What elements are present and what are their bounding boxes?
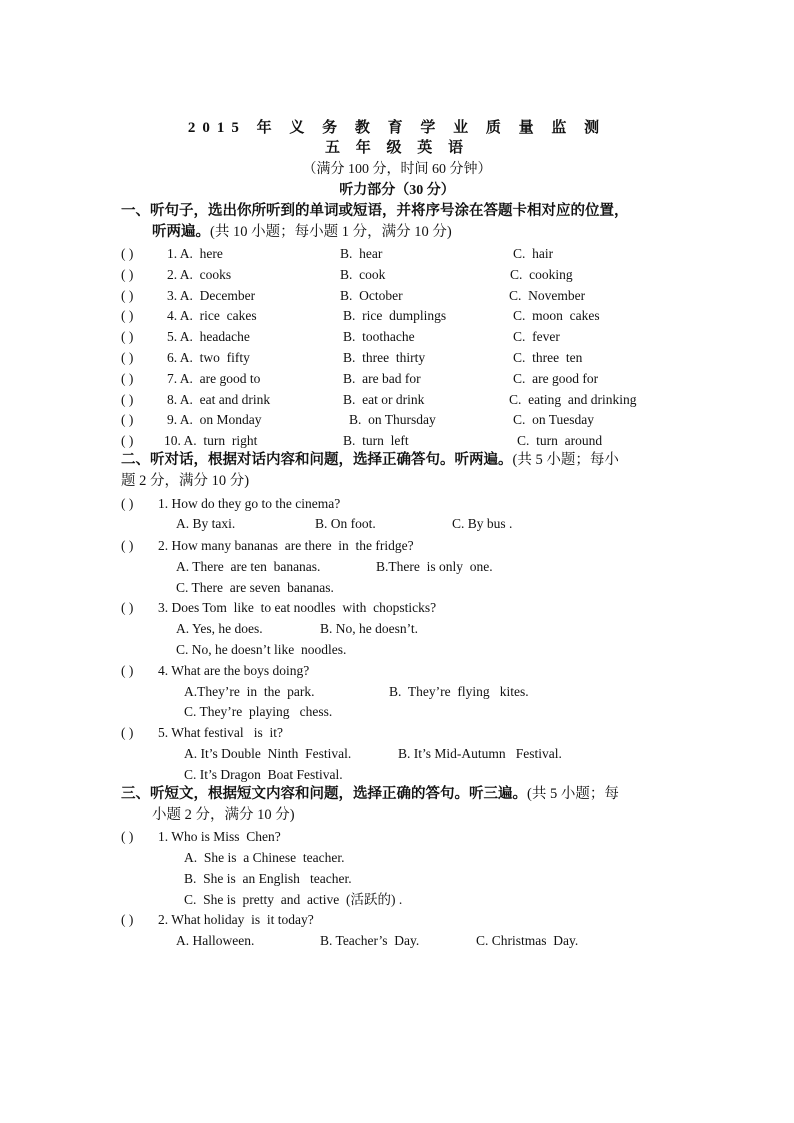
section3-heading-cont: 小题 2 分，满分 10 分) [152, 807, 295, 823]
section3-heading-text: 三、听短文，根据短文内容和问题，选择正确的答句。听三遍。 [121, 786, 527, 802]
option-a: A. It’s Double Ninth Festival. [184, 746, 352, 761]
question-option-a: 8. A. eat and drink [167, 391, 271, 407]
answer-paren: ( ) [121, 496, 134, 511]
question-text: 4. What are the boys doing? [158, 663, 310, 678]
option-a: A.They’re in the park. [184, 684, 315, 699]
part-title: 听力部分（30 分） [339, 183, 455, 198]
option-c: C. There are seven bananas. [176, 580, 334, 595]
answer-paren: ( ) [121, 600, 134, 615]
section2-heading-text: 二、听对话，根据对话内容和问题，选择正确答句。听两遍。 [121, 452, 513, 468]
option-b: B. It’s Mid-Autumn Festival. [398, 746, 562, 761]
option-b: B. rice dumplings [343, 308, 447, 324]
option-b: B. On foot. [315, 516, 376, 531]
option-c: C. cooking [510, 266, 573, 282]
option-b: B. toothache [343, 329, 415, 345]
answer-paren: ( ) [121, 350, 134, 365]
option-b: B. are bad for [343, 370, 421, 386]
option-b: B. three thirty [343, 350, 426, 365]
section1-note: (共 10 小题；每小题 1 分，满分 10 分) [210, 224, 452, 240]
question-text: 2. How many bananas are there in the fridge? [158, 538, 414, 553]
question-option-a: 2. A. cooks [167, 266, 232, 282]
section2-heading [121, 450, 681, 492]
option-b: B. No, he doesn’t. [320, 621, 418, 636]
option-a: A. Yes, he does. [176, 621, 263, 636]
option-c: C. Christmas Day. [476, 933, 579, 948]
section2-note: (共 5 小题；每小 [512, 452, 619, 468]
option-b: B. cook [340, 266, 386, 282]
option-c: C. No, he doesn’t like noodles. [176, 642, 347, 657]
question-option-a: 7. A. are good to [167, 370, 261, 386]
question-option-a: 4. A. rice cakes [167, 308, 257, 324]
section1-heading-text: 一、听句子，选出你所听到的单词或短语，并将序号涂在答题卡相对应的位置， [121, 203, 629, 219]
question-option-a: 9. A. on Monday [167, 412, 262, 428]
answer-paren: ( ) [121, 829, 134, 844]
option-c: C. They’re playing chess. [184, 704, 333, 719]
answer-paren: ( ) [121, 287, 134, 303]
option-c: C. By bus . [452, 516, 513, 531]
answer-paren: ( ) [121, 370, 134, 386]
option-b: B. October [340, 287, 403, 303]
question-option-a: 3. A. December [167, 287, 256, 303]
exam-subtitle: 五 年 级 英 语 [324, 140, 469, 156]
section1-heading-cont: 听两遍。 [152, 224, 210, 240]
option-a: A. There are ten bananas. [176, 559, 321, 574]
option-b: B. She is an English teacher. [184, 871, 352, 886]
answer-paren: ( ) [121, 266, 134, 282]
option-a: A. She is a Chinese teacher. [184, 850, 345, 865]
option-c: C. She is pretty and active (活跃的) . [184, 892, 403, 907]
option-b: B. They’re flying kites. [389, 684, 529, 699]
answer-paren: ( ) [121, 538, 134, 553]
answer-paren: ( ) [121, 329, 134, 345]
answer-paren: ( ) [121, 725, 134, 740]
question-option-a: 10. A. turn right [164, 433, 258, 449]
section3-note: (共 5 小题；每 [527, 786, 619, 802]
answer-paren: ( ) [121, 912, 134, 927]
option-b: B. hear [340, 246, 383, 261]
option-c: C. It’s Dragon Boat Festival. [184, 767, 343, 782]
option-a: A. By taxi. [176, 516, 236, 531]
option-c: C. fever [513, 329, 560, 345]
option-c: C. are good for [513, 370, 599, 386]
option-b: B. eat or drink [343, 391, 425, 407]
exam-title: 2015 年 义 务 教 育 学 业 质 量 监 测 [187, 120, 607, 136]
option-c: C. turn around [517, 433, 603, 449]
option-a: A. Halloween. [176, 933, 255, 948]
question-text: 1. How do they go to the cinema? [158, 496, 341, 511]
option-b: B. on Thursday [349, 412, 436, 428]
option-b: B. turn left [343, 433, 409, 449]
option-c: C. November [509, 287, 586, 303]
option-c: C. eating and drinking [509, 391, 637, 407]
question-option-a: 1. A. here [167, 246, 223, 261]
question-text: 1. Who is Miss Chen? [158, 829, 281, 844]
answer-paren: ( ) [121, 246, 134, 261]
question-text: 3. Does Tom like to eat noodles with chopsticks? [158, 600, 437, 615]
title-block [0, 118, 794, 201]
question-option-a: 5. A. headache [167, 329, 250, 345]
option-b: B. Teacher’s Day. [320, 933, 420, 948]
option-c: C. on Tuesday [513, 412, 595, 428]
answer-paren: ( ) [121, 308, 134, 324]
section2-heading-cont: 题 2 分，满分 10 分) [121, 473, 250, 489]
answer-paren: ( ) [121, 433, 134, 449]
score-time: （满分 100 分，时间 60 分钟） [302, 162, 492, 177]
option-b: B.There is only one. [376, 559, 493, 574]
question-option-a: 6. A. two fifty [167, 350, 250, 365]
answer-paren: ( ) [121, 663, 134, 678]
section3-heading [121, 784, 681, 826]
answer-paren: ( ) [121, 391, 134, 407]
option-c: C. hair [513, 246, 554, 261]
option-c: C. three ten [513, 350, 583, 365]
option-c: C. moon cakes [513, 308, 600, 324]
answer-paren: ( ) [121, 412, 134, 428]
question-text: 2. What holiday is it today? [158, 912, 314, 927]
section1-heading [121, 201, 681, 243]
question-text: 5. What festival is it? [158, 725, 283, 740]
